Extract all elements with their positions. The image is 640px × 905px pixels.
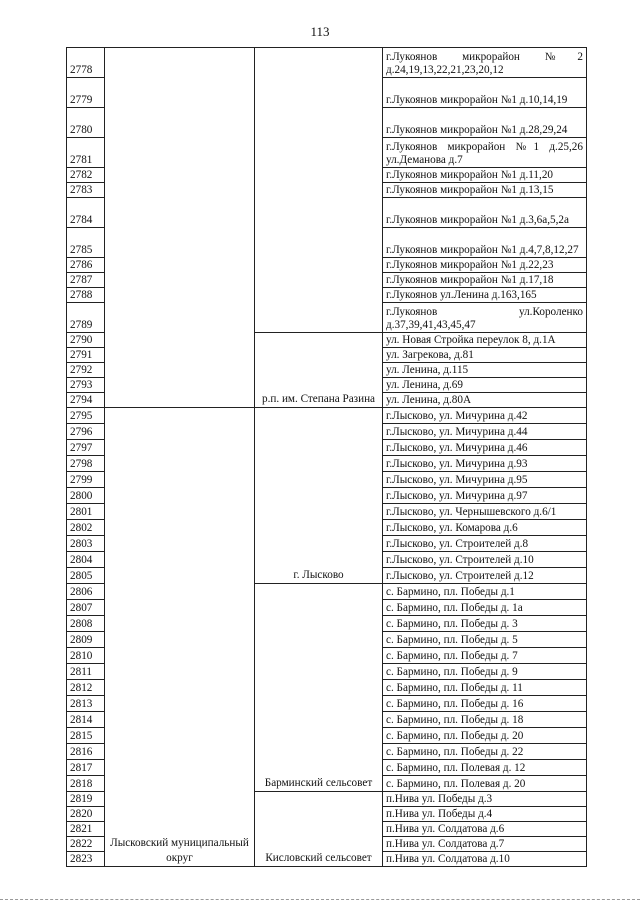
address-cell: с. Бармино, пл. Победы д.1 bbox=[383, 584, 587, 600]
address-cell: ул. Ленина, д.80А bbox=[383, 393, 587, 408]
district-name: Лысковский муниципальный округ bbox=[105, 408, 255, 867]
row-number: 2784 bbox=[67, 198, 105, 228]
address-cell: г.Лукоянов микрорайон №1 д.22,23 bbox=[383, 258, 587, 273]
row-number: 2780 bbox=[67, 108, 105, 138]
row-number: 2816 bbox=[67, 744, 105, 760]
address-cell: г.Лукоянов микрорайон №1 д.28,29,24 bbox=[383, 108, 587, 138]
row-number: 2790 bbox=[67, 333, 105, 348]
address-cell: ул. Загрекова, д.81 bbox=[383, 348, 587, 363]
row-number: 2820 bbox=[67, 807, 105, 822]
row-number: 2803 bbox=[67, 536, 105, 552]
address-cell: с. Бармино, пл. Победы д. 20 bbox=[383, 728, 587, 744]
address-cell: ул. Новая Стройка переулок 8, д.1А bbox=[383, 333, 587, 348]
address-cell: п.Нива ул. Победы д.4 bbox=[383, 807, 587, 822]
row-number: 2819 bbox=[67, 792, 105, 807]
row-number: 2807 bbox=[67, 600, 105, 616]
address-cell: г.Лысково, ул. Мичурина д.95 bbox=[383, 472, 587, 488]
address-cell: с. Бармино, пл. Победы д. 16 bbox=[383, 696, 587, 712]
address-registry-table bbox=[66, 47, 587, 867]
address-cell: г.Лысково, ул. Комарова д.6 bbox=[383, 520, 587, 536]
address-cell: с. Бармино, пл. Победы д. 3 bbox=[383, 616, 587, 632]
row-number: 2821 bbox=[67, 822, 105, 837]
address-cell: г.Лукоянов микрорайон №2 д.24,19,13,22,21,23,20,12 bbox=[383, 48, 587, 78]
address-cell: с. Бармино, пл. Победы д. 22 bbox=[383, 744, 587, 760]
table-row bbox=[67, 408, 587, 424]
row-number: 2793 bbox=[67, 378, 105, 393]
row-number: 2823 bbox=[67, 852, 105, 867]
address-cell: г.Лысково, ул. Мичурина д.44 bbox=[383, 424, 587, 440]
address-cell: г.Лысково, ул. Строителей д.10 bbox=[383, 552, 587, 568]
row-number: 2788 bbox=[67, 288, 105, 303]
scan-edge-line bbox=[0, 899, 640, 901]
row-number: 2791 bbox=[67, 348, 105, 363]
row-number: 2799 bbox=[67, 472, 105, 488]
row-number: 2822 bbox=[67, 837, 105, 852]
row-number: 2785 bbox=[67, 228, 105, 258]
settlement-name: г. Лысково bbox=[255, 408, 383, 584]
address-cell: с. Бармино, пл. Полевая д. 20 bbox=[383, 776, 587, 792]
row-number: 2800 bbox=[67, 488, 105, 504]
address-cell: г.Лукоянов микрорайон №1 д.25,26 ул.Деманова д.7 bbox=[383, 138, 587, 168]
row-number: 2817 bbox=[67, 760, 105, 776]
address-cell: п.Нива ул. Победы д.3 bbox=[383, 792, 587, 807]
row-number: 2809 bbox=[67, 632, 105, 648]
table-row bbox=[67, 48, 587, 78]
address-cell: ул. Ленина, д.69 bbox=[383, 378, 587, 393]
address-cell: с. Бармино, пл. Полевая д. 12 bbox=[383, 760, 587, 776]
address-cell: г.Лысково, ул. Строителей д.8 bbox=[383, 536, 587, 552]
row-number: 2804 bbox=[67, 552, 105, 568]
row-number: 2797 bbox=[67, 440, 105, 456]
address-cell: п.Нива ул. Солдатова д.6 bbox=[383, 822, 587, 837]
row-number: 2783 bbox=[67, 183, 105, 198]
address-cell: г.Лукоянов микрорайон №1 д.17,18 bbox=[383, 273, 587, 288]
row-number: 2792 bbox=[67, 363, 105, 378]
address-cell: г.Лукоянов микрорайон №1 д.13,15 bbox=[383, 183, 587, 198]
address-cell: г.Лукоянов микрорайон №1 д.11,20 bbox=[383, 168, 587, 183]
address-cell: г.Лукоянов ул.Короленко д.37,39,41,43,45,47 bbox=[383, 303, 587, 333]
address-cell: г.Лукоянов микрорайон №1 д.4,7,8,12,27 bbox=[383, 228, 587, 258]
address-cell: п.Нива ул. Солдатова д.7 bbox=[383, 837, 587, 852]
row-number: 2789 bbox=[67, 303, 105, 333]
row-number: 2805 bbox=[67, 568, 105, 584]
address-cell: г.Лысково, ул. Мичурина д.93 bbox=[383, 456, 587, 472]
address-cell: г.Лукоянов микрорайон №1 д.10,14,19 bbox=[383, 78, 587, 108]
row-number: 2779 bbox=[67, 78, 105, 108]
address-cell: с. Бармино, пл. Победы д. 7 bbox=[383, 648, 587, 664]
row-number: 2802 bbox=[67, 520, 105, 536]
address-cell: г.Лысково, ул. Чернышевского д.6/1 bbox=[383, 504, 587, 520]
address-cell: г.Лысково, ул. Строителей д.12 bbox=[383, 568, 587, 584]
row-number: 2781 bbox=[67, 138, 105, 168]
settlement-name: Кисловский сельсовет bbox=[255, 792, 383, 867]
page-number: 113 bbox=[310, 24, 330, 39]
address-cell: с. Бармино, пл. Победы д. 9 bbox=[383, 664, 587, 680]
address-cell: с. Бармино, пл. Победы д. 11 bbox=[383, 680, 587, 696]
row-number: 2812 bbox=[67, 680, 105, 696]
address-cell: г.Лукоянов ул.Ленина д.163,165 bbox=[383, 288, 587, 303]
row-number: 2798 bbox=[67, 456, 105, 472]
row-number: 2811 bbox=[67, 664, 105, 680]
row-number: 2810 bbox=[67, 648, 105, 664]
row-number: 2806 bbox=[67, 584, 105, 600]
address-cell: г.Лысково, ул. Мичурина д.97 bbox=[383, 488, 587, 504]
address-cell: г.Лысково, ул. Мичурина д.46 bbox=[383, 440, 587, 456]
row-number: 2815 bbox=[67, 728, 105, 744]
row-number: 2814 bbox=[67, 712, 105, 728]
row-number: 2813 bbox=[67, 696, 105, 712]
address-cell: п.Нива ул. Солдатова д.10 bbox=[383, 852, 587, 867]
address-cell: г.Лысково, ул. Мичурина д.42 bbox=[383, 408, 587, 424]
row-number: 2778 bbox=[67, 48, 105, 78]
address-cell: с. Бармино, пл. Победы д. 18 bbox=[383, 712, 587, 728]
row-number: 2796 bbox=[67, 424, 105, 440]
row-number: 2786 bbox=[67, 258, 105, 273]
row-number: 2795 bbox=[67, 408, 105, 424]
address-cell: г.Лукоянов микрорайон №1 д.3,6а,5,2а bbox=[383, 198, 587, 228]
row-number: 2818 bbox=[67, 776, 105, 792]
row-number: 2808 bbox=[67, 616, 105, 632]
row-number: 2782 bbox=[67, 168, 105, 183]
district-cell-empty bbox=[105, 48, 255, 408]
address-cell: ул. Ленина, д.115 bbox=[383, 363, 587, 378]
address-cell: с. Бармино, пл. Победы д. 1а bbox=[383, 600, 587, 616]
settlement-name: р.п. им. Степана Разина bbox=[255, 333, 383, 408]
address-cell: с. Бармино, пл. Победы д. 5 bbox=[383, 632, 587, 648]
row-number: 2801 bbox=[67, 504, 105, 520]
settlement-cell-empty bbox=[255, 48, 383, 333]
row-number: 2794 bbox=[67, 393, 105, 408]
settlement-name: Барминский сельсовет bbox=[255, 584, 383, 792]
row-number: 2787 bbox=[67, 273, 105, 288]
